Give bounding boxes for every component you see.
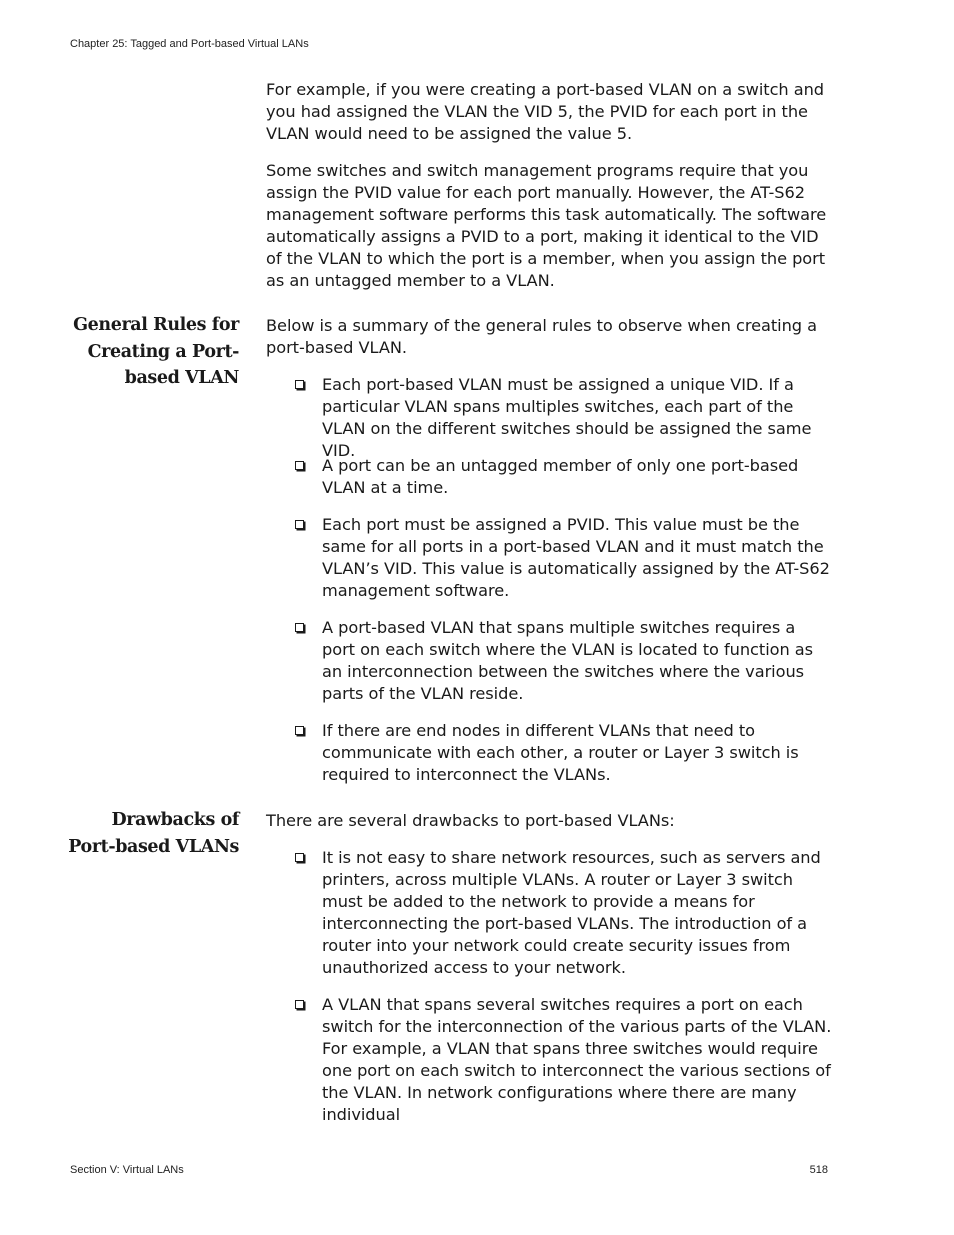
page-number: 518 (809, 1164, 828, 1176)
list-item-text: Each port must be assigned a PVID. This value must be the same for all ports in a port-based VLAN and it must match the VLAN’s VID. This value is automatically assigned by the AT-S62 management software. (322, 515, 830, 600)
section-heading-general-rules: General Rules for Creating a Port-based VLAN (73, 315, 239, 388)
list-item-text: A port can be an untagged member of only one port-based VLAN at a time. (322, 456, 799, 497)
checkbox-bullet-icon (295, 726, 304, 735)
list-item-text: A port-based VLAN that spans multiple switches requires a port on each switch where the VLAN is located to function as an interconnection between the switches where the various parts of the VLAN reside. (322, 618, 814, 703)
list-item-text: A VLAN that spans several switches requires a port on each switch for the interconnection of the various parts of the VLAN. For example, a VLAN that spans three switches would require one port on each switch to interconnect the various sections of the VLAN. In network configurations where there are many individual (322, 995, 832, 1124)
checkbox-bullet-icon (295, 380, 304, 389)
running-header: Chapter 25: Tagged and Port-based Virtual LANs (70, 38, 309, 50)
footer-section: Section V: Virtual LANs (70, 1164, 184, 1176)
list-item-text: If there are end nodes in different VLANs that need to communicate with each other, a router or Layer 3 switch is required to interconnect the VLANs. (322, 721, 799, 784)
list-item-text: It is not easy to share network resources, such as servers and printers, across multiple VLANs. A router or Layer 3 switch must be added to the network to provide a means for interconnecting the port-based VLANs. The introduction of a router into your network could create security issues from unauthorized access to your network. (322, 848, 821, 977)
checkbox-bullet-icon (295, 853, 304, 862)
intro-paragraph-2: Some switches and switch management programs require that you assign the PVID value for each port manually. However, the AT-S62 management software performs this task automatically. The software automatically assigns a PVID to a port, making it identical to the VID of the VLAN to which the port is a member, when you assign the port as an untagged member to a VLAN. (266, 161, 827, 290)
checkbox-bullet-icon (295, 623, 304, 632)
checkbox-bullet-icon (295, 520, 304, 529)
checkbox-bullet-icon (295, 1000, 304, 1009)
general-rules-intro: Below is a summary of the general rules to observe when creating a port-based VLAN. (266, 316, 817, 357)
intro-paragraph-1: For example, if you were creating a port-based VLAN on a switch and you had assigned the VLAN the VID 5, the PVID for each port in the VLAN would need to be assigned the value 5. (266, 80, 825, 143)
checkbox-bullet-icon (295, 461, 304, 470)
list-item-text: Each port-based VLAN must be assigned a unique VID. If a particular VLAN spans multiples switches, each part of the VLAN on the different switches should be assigned the same VID. (322, 375, 812, 460)
drawbacks-intro: There are several drawbacks to port-based VLANs: (266, 811, 675, 830)
section-heading-drawbacks: Drawbacks of Port-based VLANs (68, 810, 239, 857)
